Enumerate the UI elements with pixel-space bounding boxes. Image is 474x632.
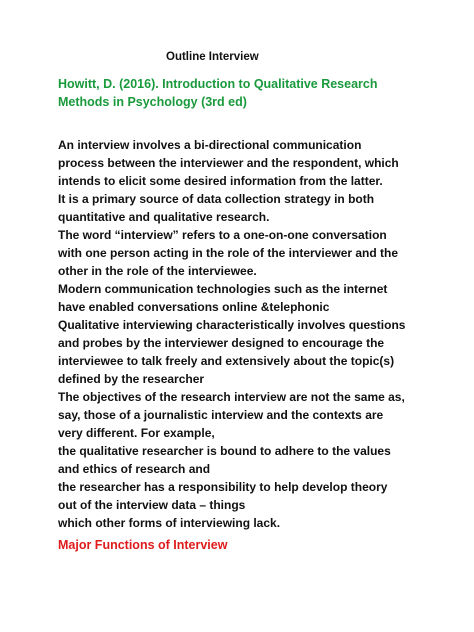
- paragraph-technologies: Modern communication technologies such as the internet have enabled conversations online &telephonic: [58, 282, 388, 314]
- paragraph-data-source: It is a primary source of data collection strategy in both quantitative and qualitative research.: [58, 192, 375, 224]
- paragraph-researcher-theory: the researcher has a responsibility to help develop theory out of the interview data – things: [58, 480, 388, 512]
- paragraph-qualitative-interviewing: Qualitative interviewing characteristically involves questions and probes by the interviewer designed to encourage the interviewee to talk freely and extensively about the topic(s) defined by the researcher: [58, 318, 406, 386]
- paragraph-word-interview: The word “interview” refers to a one-on-one conversation with one person acting in the role of the interviewer and the other in the role of the interviewee.: [58, 228, 399, 278]
- paragraph-definition: An interview involves a bi-directional communication process between the interviewer and the respondent, which intends to elicit some desired information from the latter.: [58, 138, 399, 188]
- paragraph-objectives: The objectives of the research interview are not the same as, say, those of a journalistic interview and the contexts are very different. For example,: [58, 390, 405, 440]
- section-heading: Major Functions of Interview: [58, 538, 228, 552]
- reference-citation: Howitt, D. (2016). Introduction to Qualitative Research Methods in Psychology (3rd ed): [58, 77, 378, 109]
- paragraph-researcher-ethics: the qualitative researcher is bound to adhere to the values and ethics of research and: [58, 444, 391, 476]
- paragraph-other-forms: which other forms of interviewing lack.: [58, 516, 281, 530]
- document-title: Outline Interview: [166, 51, 259, 63]
